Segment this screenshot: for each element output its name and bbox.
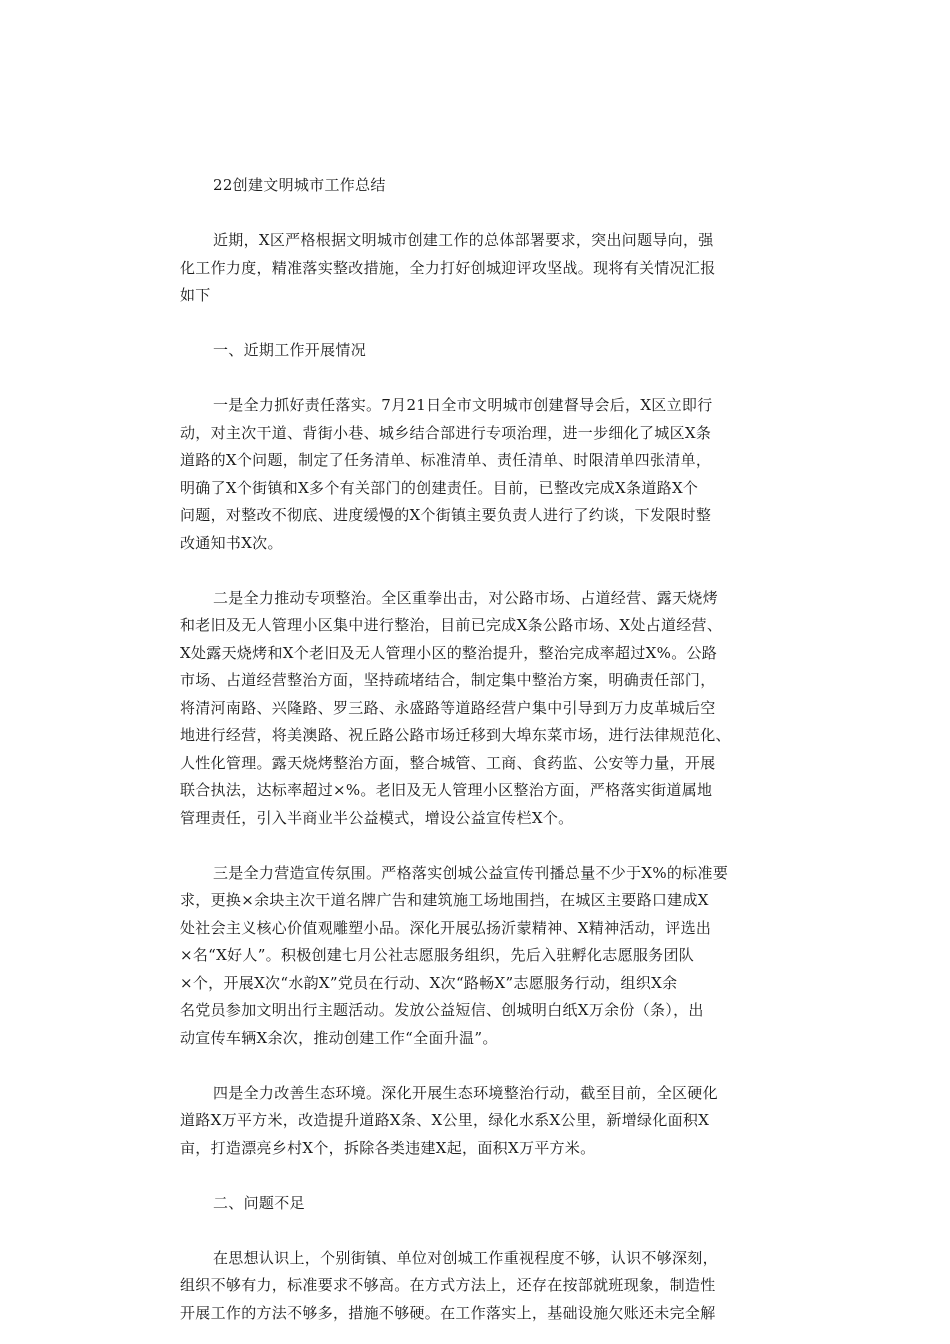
paragraph-publicity bbox=[180, 860, 780, 1053]
text-line: 二是全力推动专项整治。全区重拳出击，对公路市场、占道经营、露天烧烤 bbox=[213, 588, 718, 607]
spacer bbox=[180, 1162, 780, 1190]
section-heading: 二、问题不足 bbox=[213, 1193, 305, 1212]
text-line: X处露天烧烤和X个老旧及无人管理小区的整治提升，整治完成率超过X%。公路 bbox=[180, 643, 718, 662]
text-line: 市场、占道经营整治方面，坚持疏堵结合，制定集中整治方案，明确责任部门， bbox=[180, 671, 716, 689]
text-line: 化工作力度，精准落实整改措施，全力打好创城迎评攻坚战。现将有关情况汇报 bbox=[180, 258, 716, 277]
text-line: 组织不够有力，标准要求不够高。在方式方法上，还存在按部就班现象，制造性 bbox=[180, 1276, 716, 1294]
text-line: 在思想认识上，个别街镇、单位对创城工作重视程度不够，认识不够深刻， bbox=[213, 1248, 718, 1267]
text-line: 求，更换×余块主次干道名牌广告和建筑施工场地围挡，在城区主要路口建成X bbox=[180, 891, 709, 909]
text-line: 道路X万平方米，改造提升道路X条、X公里，绿化水系X公里，新增绿化面积X bbox=[180, 1111, 710, 1129]
text-line: 四是全力改善生态环境。深化开展生态环境整治行动，截至目前，全区硬化 bbox=[213, 1083, 718, 1102]
paragraph-environment bbox=[180, 1080, 780, 1163]
text-line: 改通知书X次。 bbox=[180, 533, 283, 552]
spacer bbox=[180, 1217, 780, 1245]
section-heading: 一、近期工作开展情况 bbox=[213, 341, 367, 359]
text-line: ×个，开展X次“水韵X”党员在行动、X次“路畅X”志愿服务行动，组织X余 bbox=[180, 973, 678, 992]
text-line: 道路的X个问题，制定了任务清单、标准清单、责任清单、时限清单四张清单， bbox=[180, 451, 712, 469]
text-line: 地进行经营，将美澳路、祝丘路公路市场迁移到大埠东菜市场，进行法律规范化、 bbox=[180, 726, 731, 744]
spacer bbox=[180, 832, 780, 860]
intro-paragraph bbox=[180, 227, 780, 310]
spacer bbox=[180, 557, 780, 585]
text-line: 将清河南路、兴隆路、罗三路、永盛路等道路经营户集中引导到万力皮革城后空 bbox=[180, 698, 716, 717]
paragraph-shortcomings bbox=[180, 1245, 780, 1328]
text-line: ×名“X好人”。积极创建七月公社志愿服务组织，先后入驻孵化志愿服务团队 bbox=[180, 946, 695, 964]
text-line: 问题，对整改不彻底、进度缓慢的X个街镇主要负责人进行了约谈，下发限时整 bbox=[180, 506, 712, 524]
text-line: 如下 bbox=[180, 286, 211, 304]
spacer bbox=[180, 310, 780, 338]
text-line: 联合执法，达标率超过×%。老旧及无人管理小区整治方面，严格落实街道属地 bbox=[180, 781, 713, 799]
text-line: 人性化管理。露天烧烤整治方面，整合城管、工商、食药监、公安等力量，开展 bbox=[180, 753, 716, 772]
text-line: 一是全力抓好责任落实。7月21日全市文明城市创建督导会后，X区立即行 bbox=[213, 396, 713, 414]
text-line: 管理责任，引入半商业半公益模式，增设公益宣传栏X个。 bbox=[180, 808, 574, 827]
paragraph-responsibility bbox=[180, 392, 780, 557]
document-page bbox=[180, 172, 780, 1327]
text-line: 开展工作的方法不够多，措施不够硬。在工作落实上，基础设施欠账还未完全解 bbox=[180, 1303, 716, 1322]
text-line: 明确了X个街镇和X多个有关部门的创建责任。目前，已整改完成X条道路X个 bbox=[180, 478, 699, 497]
text-line: 动宣传车辆X余次，推动创建工作“全面升温”。 bbox=[180, 1028, 498, 1047]
spacer bbox=[180, 365, 780, 393]
text-line: 亩，打造漂亮乡村X个，拆除各类违建X起，面积X万平方米。 bbox=[180, 1138, 596, 1157]
text-line: 和老旧及无人管理小区集中进行整治，目前已完成X条公路市场、X处占道经营、 bbox=[180, 616, 723, 634]
text-line: 名党员参加文明出行主题活动。发放公益短信、创城明白纸X万余份（条），出 bbox=[180, 1001, 704, 1019]
text-line: 动，对主次干道、背街小巷、城乡结合部进行专项治理，进一步细化了城区X条 bbox=[180, 423, 712, 442]
spacer bbox=[180, 200, 780, 228]
spacer bbox=[180, 1052, 780, 1080]
text-line: 近期，X区严格根据文明城市创建工作的总体部署要求，突出问题导向，强 bbox=[213, 231, 714, 249]
text-line: 处社会主义核心价值观雕塑小品。深化开展弘扬沂蒙精神、X精神活动，评选出 bbox=[180, 918, 712, 937]
paragraph-rectification bbox=[180, 585, 780, 833]
document-title: 22创建文明城市工作总结 bbox=[213, 176, 386, 194]
text-line: 三是全力营造宣传氛围。严格落实创城公益宣传刊播总量不少于X%的标准要 bbox=[213, 863, 729, 882]
